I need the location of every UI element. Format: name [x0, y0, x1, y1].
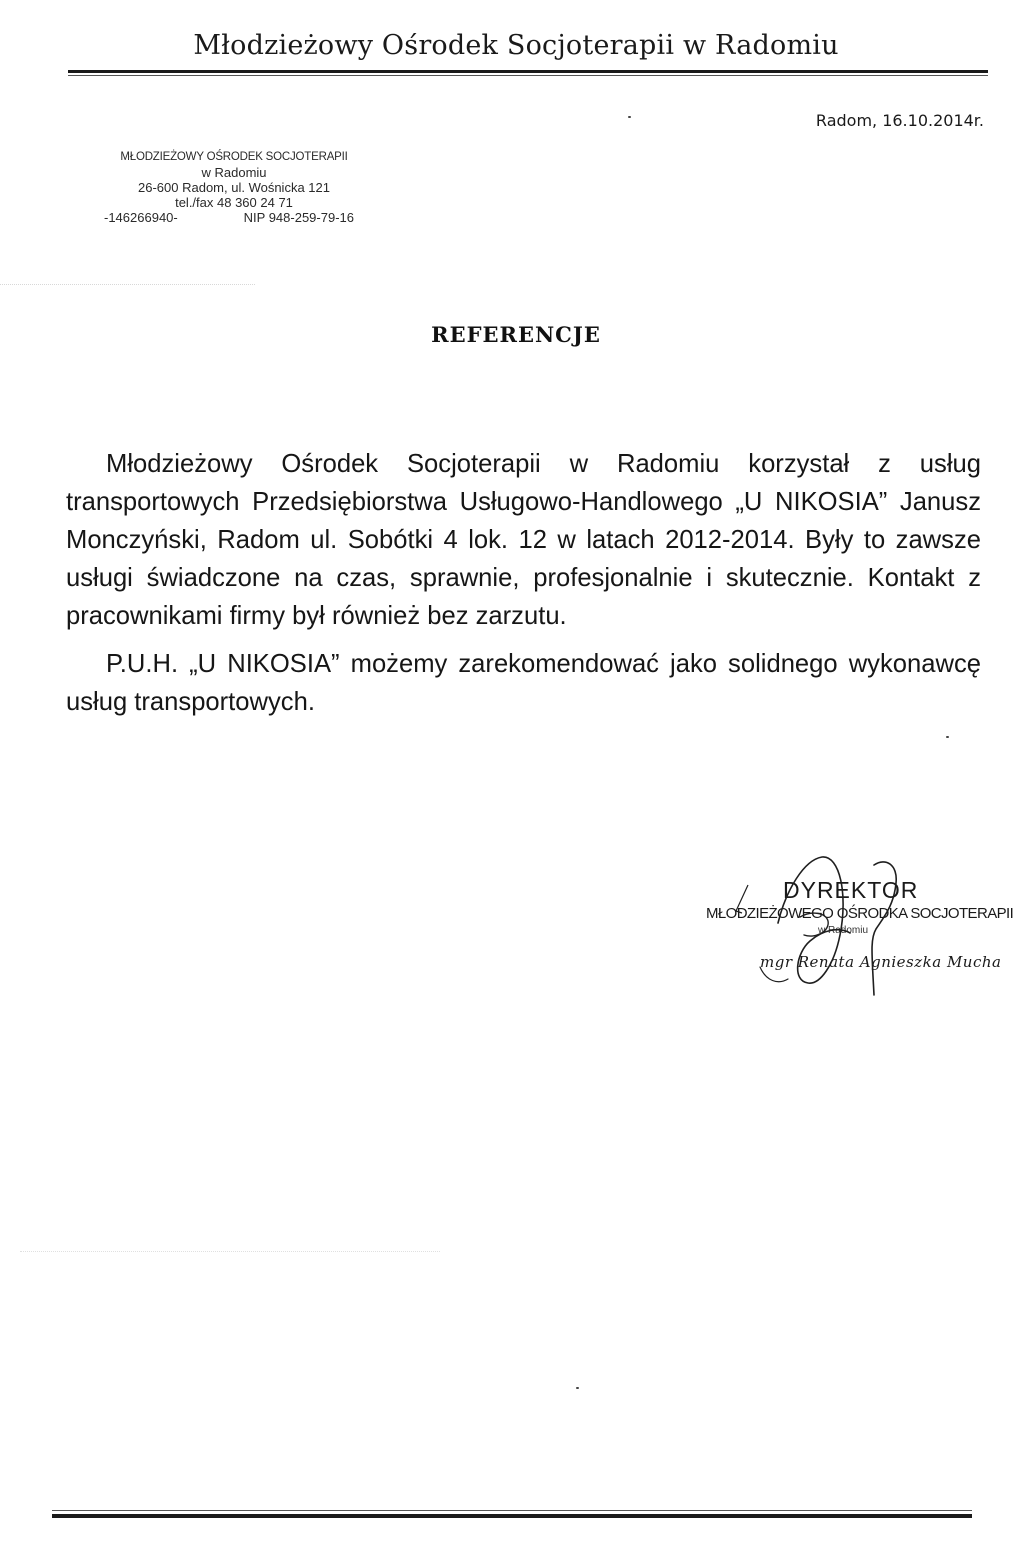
- stamp-ids-row: [100, 210, 368, 225]
- stamp-nip: NIP 948-259-79-16: [243, 210, 354, 225]
- signature-stamp-block: [700, 855, 1014, 995]
- letterhead-rule-thin: [68, 75, 988, 76]
- body-paragraph-1: Młodzieżowy Ośrodek Socjoterapii w Radomiu korzystał z usług transportowych Przedsiębiorstwa Usługowo-Handlowego „U NIKOSIA” Janusz Monczyński, Radom ul. Sobótki 4 lok. 12 w latach 2012-2014. Były to zawsze usługi świadczone na czas, sprawnie, profesjonalnie i skutecznie. Kontakt z pracownikami firmy był również bez zarzutu.: [66, 450, 981, 630]
- footer-rule-thin: [52, 1510, 972, 1511]
- stamp-address: 26-600 Radom, ul. Wośnicka 121: [138, 180, 330, 195]
- signature-stamp-city: w Radomiu: [818, 925, 869, 936]
- stamp-regon: -146266940-: [104, 210, 178, 225]
- signature-stamp-title: DYREKTOR: [783, 877, 919, 903]
- stamp-institution-name: MŁODZIEŻOWY OŚRODEK SOCJOTERAPII: [120, 151, 348, 163]
- scan-artifact-line-bottom: [20, 1251, 440, 1252]
- institution-stamp: [100, 150, 368, 225]
- scan-artifact-line: [0, 284, 255, 285]
- signature-stamp-name: mgr Renata Agnieszka Mucha: [760, 953, 1002, 971]
- letter-date: Radom, 16.10.2014r.: [815, 111, 984, 130]
- letterhead-rule-thick: [68, 70, 988, 73]
- stamp-phone: tel./fax 48 360 24 71: [175, 195, 293, 210]
- handwritten-signature-icon: [700, 855, 990, 995]
- letter-body: [66, 445, 981, 721]
- letterhead-title: Młodzieżowy Ośrodek Socjoterapii w Radomiu: [193, 30, 839, 61]
- scan-speck: [628, 116, 631, 118]
- document-heading: REFERENCJE: [431, 322, 601, 347]
- body-paragraph-2: P.U.H. „U NIKOSIA” możemy zarekomendować jako solidnego wykonawcę usług transportowych.: [66, 650, 981, 716]
- signature-stamp-institution: MŁODZIEŻOWEGO OŚRODKA SOCJOTERAPII: [706, 905, 1014, 922]
- footer-rule-thick: [52, 1514, 972, 1518]
- scan-speck: [576, 1387, 579, 1389]
- scan-speck: [946, 736, 949, 738]
- stamp-city: w Radomiu: [201, 165, 267, 180]
